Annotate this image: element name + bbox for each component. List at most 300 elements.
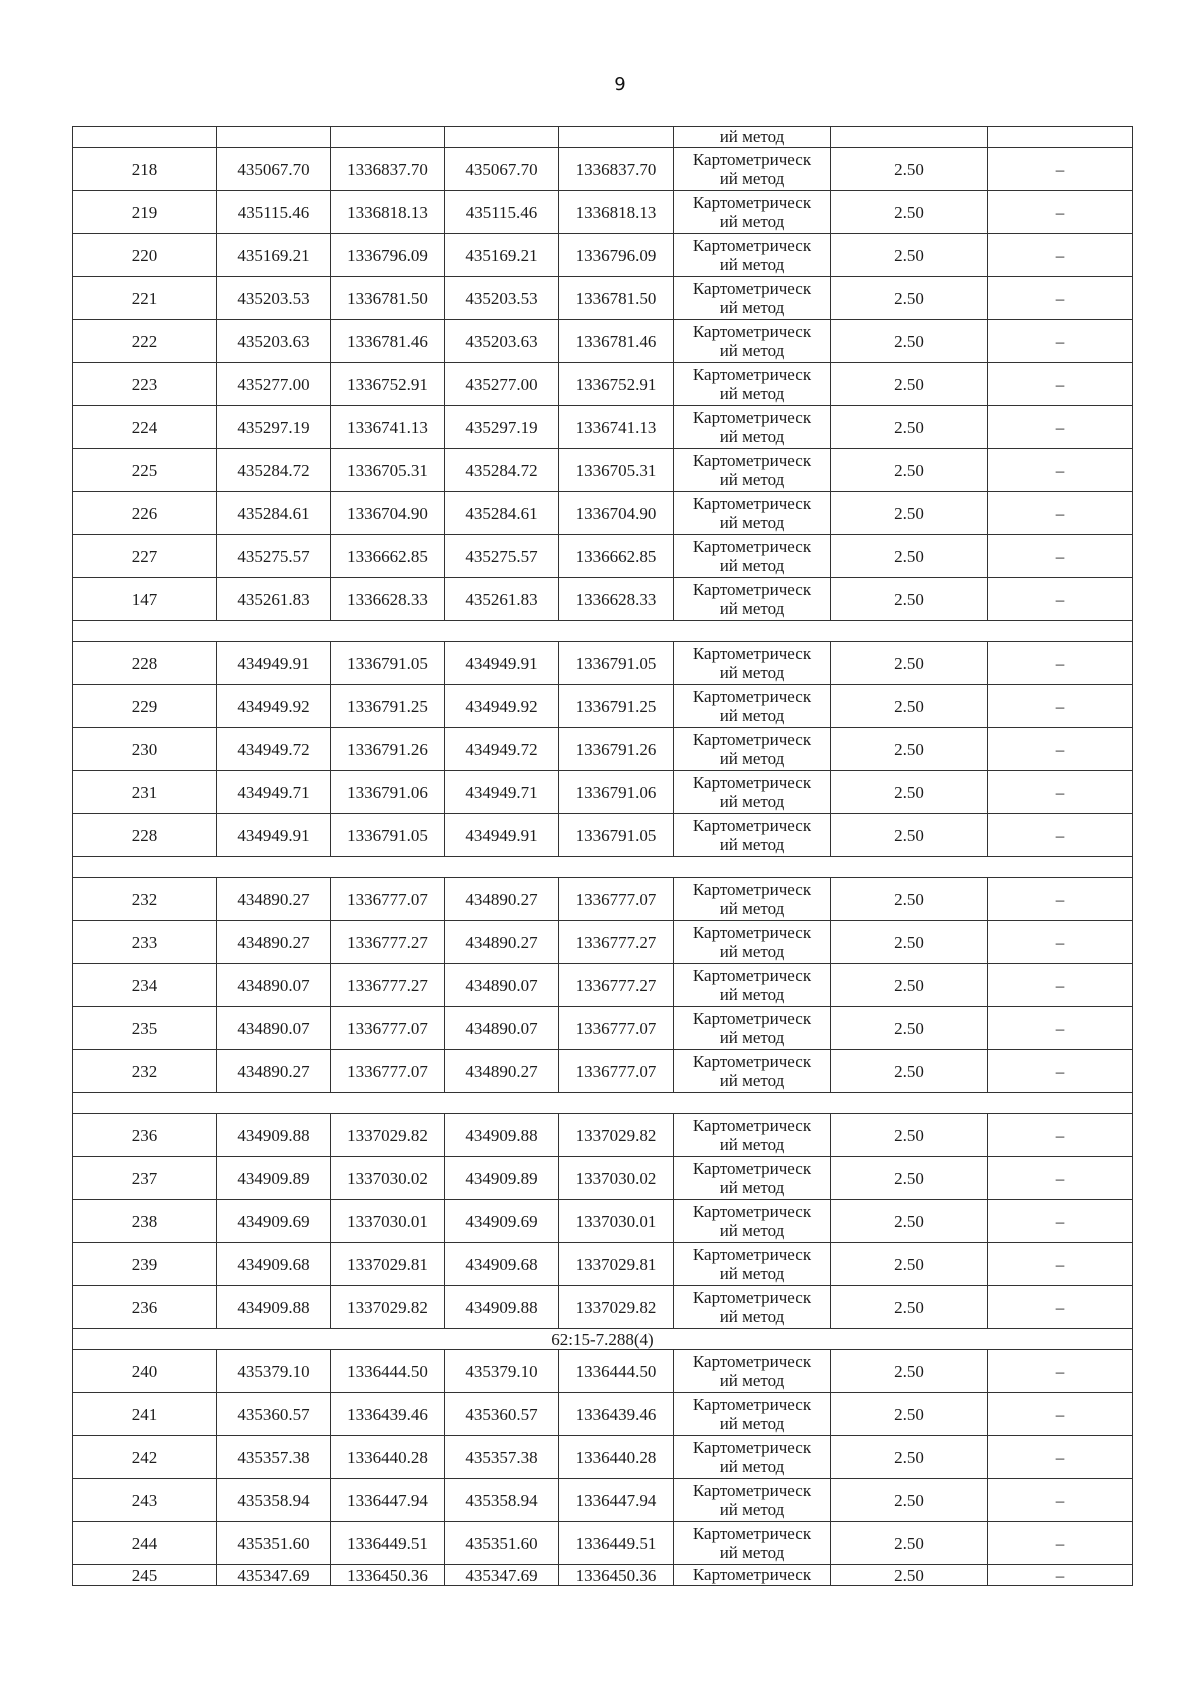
table-row: [73, 964, 1133, 1007]
accuracy: 2.50: [831, 363, 988, 406]
point-number: 240: [73, 1350, 217, 1393]
method-line-2: ий метод: [719, 792, 785, 811]
table-row: [73, 685, 1133, 728]
section-separator-row: [73, 1093, 1133, 1114]
method-cell: [674, 1007, 831, 1050]
x-new: 435347.69: [445, 1565, 559, 1586]
note: –: [988, 578, 1133, 621]
point-number: 232: [73, 878, 217, 921]
method-line-1: Картометрическ: [692, 150, 812, 169]
table-row: [73, 148, 1133, 191]
x-existing: 434909.69: [217, 1200, 331, 1243]
method-cell: [674, 320, 831, 363]
note: –: [988, 1350, 1133, 1393]
method-line-2: ий метод: [719, 427, 785, 446]
point-number: 222: [73, 320, 217, 363]
accuracy: 2.50: [831, 1286, 988, 1329]
point-number: 231: [73, 771, 217, 814]
accuracy: 2.50: [831, 492, 988, 535]
x-new: 435203.63: [445, 320, 559, 363]
x-existing: 434949.91: [217, 642, 331, 685]
method-line-2: ий метод: [719, 663, 785, 682]
accuracy: 2.50: [831, 1114, 988, 1157]
method-cell: [674, 578, 831, 621]
y-new: 1336628.33: [559, 578, 674, 621]
method-cell: [674, 1350, 831, 1393]
y-existing: 1336777.27: [331, 921, 445, 964]
note: –: [988, 1050, 1133, 1093]
method-line-2: ий метод: [719, 1264, 785, 1283]
accuracy: 2.50: [831, 771, 988, 814]
method-line-1: Картометрическ: [692, 1565, 812, 1584]
y-new: 1336741.13: [559, 406, 674, 449]
method-line-2: ий метод: [719, 513, 785, 532]
method-line-1: Картометрическ: [692, 1352, 812, 1371]
method-line-2: ий метод: [719, 1221, 785, 1240]
x-new: 434949.92: [445, 685, 559, 728]
x-new: 434949.72: [445, 728, 559, 771]
x-new: 435297.19: [445, 406, 559, 449]
table-row: [73, 1157, 1133, 1200]
x-new: 435284.72: [445, 449, 559, 492]
method-cell: [674, 1114, 831, 1157]
accuracy: 2.50: [831, 406, 988, 449]
accuracy: 2.50: [831, 685, 988, 728]
point-number: 232: [73, 1050, 217, 1093]
x-existing: 435347.69: [217, 1565, 331, 1586]
method-line-1: Картометрическ: [692, 537, 812, 556]
point-number: 219: [73, 191, 217, 234]
y-existing: 1336449.51: [331, 1522, 445, 1565]
method-cell: [674, 771, 831, 814]
y-existing: 1336440.28: [331, 1436, 445, 1479]
accuracy: 2.50: [831, 1436, 988, 1479]
method-line-2: ий метод: [719, 599, 785, 618]
y-existing: 1337030.01: [331, 1200, 445, 1243]
method-line-1: Картометрическ: [692, 1116, 812, 1135]
x-new: 435351.60: [445, 1522, 559, 1565]
x-existing: 435067.70: [217, 148, 331, 191]
x-existing: 435277.00: [217, 363, 331, 406]
y-new: 1336796.09: [559, 234, 674, 277]
method-line-1: Картометрическ: [692, 451, 812, 470]
point-number: 220: [73, 234, 217, 277]
point-number: 226: [73, 492, 217, 535]
method-cell: [674, 492, 831, 535]
method-line-1: Картометрическ: [692, 816, 812, 835]
table-row: [73, 1436, 1133, 1479]
y-existing: 1336791.05: [331, 814, 445, 857]
point-number: 239: [73, 1243, 217, 1286]
y-existing: 1336450.36: [331, 1565, 445, 1586]
note: –: [988, 535, 1133, 578]
y-new: 1336791.25: [559, 685, 674, 728]
method-line-2: ий метод: [719, 470, 785, 489]
accuracy: 2.50: [831, 1350, 988, 1393]
y-new: 1336791.05: [559, 642, 674, 685]
table-row: [73, 578, 1133, 621]
table-row: [73, 1286, 1133, 1329]
table-row: [73, 234, 1133, 277]
x-existing: 435203.53: [217, 277, 331, 320]
method-line-2: ий метод: [719, 298, 785, 317]
point-number: 235: [73, 1007, 217, 1050]
y-new: 1336781.50: [559, 277, 674, 320]
method-line-1: Картометрическ: [692, 1202, 812, 1221]
x-existing: 435358.94: [217, 1479, 331, 1522]
method-line-2: ий метод: [719, 1307, 785, 1326]
x-existing: 434949.72: [217, 728, 331, 771]
method-line-2: ий метод: [719, 1371, 785, 1390]
table-row: [73, 1050, 1133, 1093]
method-line-2: ий метод: [719, 1414, 785, 1433]
method-cell: [674, 1286, 831, 1329]
x-new: 435360.57: [445, 1393, 559, 1436]
y-existing: 1336781.50: [331, 277, 445, 320]
y-new: 1336704.90: [559, 492, 674, 535]
accuracy: 2.50: [831, 449, 988, 492]
x-new: 435357.38: [445, 1436, 559, 1479]
accuracy: 2.50: [831, 148, 988, 191]
y-existing: 1337029.82: [331, 1286, 445, 1329]
y-existing: 1336628.33: [331, 578, 445, 621]
y-new: 1337029.82: [559, 1114, 674, 1157]
point-number: 229: [73, 685, 217, 728]
point-number: 230: [73, 728, 217, 771]
x-new: 435261.83: [445, 578, 559, 621]
y-existing: 1336791.25: [331, 685, 445, 728]
y-new: 1336818.13: [559, 191, 674, 234]
method-line-1: Картометрическ: [692, 365, 812, 384]
point-number: 228: [73, 642, 217, 685]
accuracy: 2.50: [831, 1050, 988, 1093]
method-cell: [674, 878, 831, 921]
method-line-1: Картометрическ: [692, 1245, 812, 1264]
method-line-1: Картометрическ: [692, 1288, 812, 1307]
table-row: [73, 1243, 1133, 1286]
note: –: [988, 964, 1133, 1007]
empty-cell: [988, 127, 1133, 148]
method-cell: [674, 363, 831, 406]
accuracy: 2.50: [831, 234, 988, 277]
method-line-2: ий метод: [719, 169, 785, 188]
y-existing: 1337029.82: [331, 1114, 445, 1157]
x-existing: 435360.57: [217, 1393, 331, 1436]
method-cell: [674, 685, 831, 728]
table-body: [73, 127, 1133, 1586]
y-new: 1336450.36: [559, 1565, 674, 1586]
method-cell: [674, 1565, 831, 1586]
point-number: 238: [73, 1200, 217, 1243]
method-line-1: Картометрическ: [692, 1395, 812, 1414]
accuracy: 2.50: [831, 1479, 988, 1522]
accuracy: 2.50: [831, 728, 988, 771]
section-separator-row: [73, 857, 1133, 878]
x-new: 434909.68: [445, 1243, 559, 1286]
method-line-2: ий метод: [719, 255, 785, 274]
point-number: 237: [73, 1157, 217, 1200]
x-new: 434890.07: [445, 964, 559, 1007]
method-cell: [674, 728, 831, 771]
method-line-1: Картометрическ: [692, 1159, 812, 1178]
method-line-2: ий метод: [719, 942, 785, 961]
method-cell: [674, 449, 831, 492]
note: –: [988, 1157, 1133, 1200]
x-existing: 434890.07: [217, 1007, 331, 1050]
x-existing: 434949.91: [217, 814, 331, 857]
x-new: 435169.21: [445, 234, 559, 277]
note: –: [988, 492, 1133, 535]
table-row: [73, 1200, 1133, 1243]
method-cell: [674, 234, 831, 277]
table-row: [73, 728, 1133, 771]
y-new: 1337030.02: [559, 1157, 674, 1200]
section-label: [73, 857, 1133, 878]
method-cell: [674, 191, 831, 234]
y-new: 1336447.94: [559, 1479, 674, 1522]
accuracy: 2.50: [831, 1007, 988, 1050]
x-existing: 434909.88: [217, 1114, 331, 1157]
y-existing: 1336777.07: [331, 1007, 445, 1050]
note: –: [988, 320, 1133, 363]
method-line-2: ий метод: [719, 1028, 785, 1047]
x-existing: 434890.27: [217, 878, 331, 921]
method-line-1: Картометрическ: [692, 279, 812, 298]
method-line-1: Картометрическ: [692, 1052, 812, 1071]
method-cell: [674, 1200, 831, 1243]
table-row: [73, 406, 1133, 449]
method-line-1: Картометрическ: [692, 687, 812, 706]
method-cell: [674, 1479, 831, 1522]
y-existing: 1336791.05: [331, 642, 445, 685]
note: –: [988, 277, 1133, 320]
y-existing: 1336777.07: [331, 878, 445, 921]
note: –: [988, 1007, 1133, 1050]
section-label: [73, 1093, 1133, 1114]
accuracy: 2.50: [831, 1243, 988, 1286]
table-row: [73, 1522, 1133, 1565]
y-existing: 1336781.46: [331, 320, 445, 363]
x-existing: 435284.61: [217, 492, 331, 535]
method-line-1: Картометрическ: [692, 923, 812, 942]
x-new: 434909.88: [445, 1114, 559, 1157]
method-line-1: Картометрическ: [692, 1481, 812, 1500]
x-new: 435275.57: [445, 535, 559, 578]
empty-cell: [445, 127, 559, 148]
x-new: 435067.70: [445, 148, 559, 191]
note: –: [988, 449, 1133, 492]
method-line-2: ий метод: [719, 556, 785, 575]
table-row: [73, 878, 1133, 921]
accuracy: 2.50: [831, 814, 988, 857]
x-new: 434890.27: [445, 1050, 559, 1093]
x-new: 434949.71: [445, 771, 559, 814]
x-existing: 434909.68: [217, 1243, 331, 1286]
method-line-1: Картометрическ: [692, 966, 812, 985]
x-existing: 435297.19: [217, 406, 331, 449]
note: –: [988, 1436, 1133, 1479]
x-existing: 435379.10: [217, 1350, 331, 1393]
point-number: 233: [73, 921, 217, 964]
table-row: [73, 1007, 1133, 1050]
y-new: 1336837.70: [559, 148, 674, 191]
method-cell: [674, 1522, 831, 1565]
note: –: [988, 685, 1133, 728]
point-number: 241: [73, 1393, 217, 1436]
note: –: [988, 1114, 1133, 1157]
continued-row: [73, 127, 1133, 148]
y-existing: 1337029.81: [331, 1243, 445, 1286]
method-line-1: Картометрическ: [692, 494, 812, 513]
method-cell: [674, 642, 831, 685]
method-line-1: Картометрическ: [692, 236, 812, 255]
accuracy: 2.50: [831, 320, 988, 363]
method-line-2: ий метод: [719, 1543, 785, 1562]
table-row: [73, 363, 1133, 406]
note: –: [988, 1243, 1133, 1286]
table-row: [73, 277, 1133, 320]
accuracy: 2.50: [831, 1393, 988, 1436]
table-row: [73, 1565, 1133, 1586]
x-new: 434949.91: [445, 642, 559, 685]
y-new: 1336449.51: [559, 1522, 674, 1565]
y-existing: 1336662.85: [331, 535, 445, 578]
method-line-1: Картометрическ: [692, 322, 812, 341]
x-new: 435115.46: [445, 191, 559, 234]
empty-cell: [559, 127, 674, 148]
y-new: 1336444.50: [559, 1350, 674, 1393]
y-new: 1336777.07: [559, 1050, 674, 1093]
y-new: 1336439.46: [559, 1393, 674, 1436]
y-existing: 1336444.50: [331, 1350, 445, 1393]
note: –: [988, 921, 1133, 964]
accuracy: 2.50: [831, 277, 988, 320]
y-existing: 1336818.13: [331, 191, 445, 234]
method-line-1: Картометрическ: [692, 1009, 812, 1028]
empty-cell: [217, 127, 331, 148]
table-row: [73, 320, 1133, 363]
x-new: 434949.91: [445, 814, 559, 857]
point-number: 245: [73, 1565, 217, 1586]
method-cell: [674, 535, 831, 578]
x-new: 435203.53: [445, 277, 559, 320]
note: –: [988, 1479, 1133, 1522]
table-row: [73, 1479, 1133, 1522]
accuracy: 2.50: [831, 921, 988, 964]
y-existing: 1336447.94: [331, 1479, 445, 1522]
y-existing: 1336741.13: [331, 406, 445, 449]
method-line-1: Картометрическ: [692, 408, 812, 427]
method-line-1: Картометрическ: [692, 644, 812, 663]
table-row: [73, 191, 1133, 234]
method-line-1: ий метод: [719, 127, 785, 146]
method-line-2: ий метод: [719, 384, 785, 403]
point-number: 228: [73, 814, 217, 857]
method-line-1: Картометрическ: [692, 1438, 812, 1457]
x-new: 434909.89: [445, 1157, 559, 1200]
table-row: [73, 492, 1133, 535]
accuracy: 2.50: [831, 191, 988, 234]
accuracy: 2.50: [831, 1565, 988, 1586]
x-new: 434909.88: [445, 1286, 559, 1329]
note: –: [988, 878, 1133, 921]
point-number: 243: [73, 1479, 217, 1522]
method-line-2: ий метод: [719, 1178, 785, 1197]
method-line-1: Картометрическ: [692, 773, 812, 792]
note: –: [988, 1286, 1133, 1329]
x-existing: 435169.21: [217, 234, 331, 277]
x-existing: 434949.71: [217, 771, 331, 814]
y-new: 1336705.31: [559, 449, 674, 492]
method-cell: [674, 1436, 831, 1479]
y-existing: 1336705.31: [331, 449, 445, 492]
y-existing: 1336791.06: [331, 771, 445, 814]
method-line-1: Картометрическ: [692, 880, 812, 899]
section-separator-row: [73, 1329, 1133, 1350]
note: –: [988, 1522, 1133, 1565]
y-new: 1336440.28: [559, 1436, 674, 1479]
method-cell: [674, 406, 831, 449]
y-existing: 1336777.27: [331, 964, 445, 1007]
point-number: 225: [73, 449, 217, 492]
y-existing: 1336777.07: [331, 1050, 445, 1093]
point-number: 236: [73, 1286, 217, 1329]
x-new: 434909.69: [445, 1200, 559, 1243]
point-number: 236: [73, 1114, 217, 1157]
accuracy: 2.50: [831, 578, 988, 621]
table-row: [73, 921, 1133, 964]
note: –: [988, 728, 1133, 771]
y-existing: 1336704.90: [331, 492, 445, 535]
x-existing: 434890.07: [217, 964, 331, 1007]
y-new: 1336781.46: [559, 320, 674, 363]
coordinates-table: [72, 126, 1133, 1586]
y-existing: 1336752.91: [331, 363, 445, 406]
x-existing: 434909.88: [217, 1286, 331, 1329]
method-line-2: ий метод: [719, 1500, 785, 1519]
table-row: [73, 449, 1133, 492]
method-cell: [674, 148, 831, 191]
table-row: [73, 771, 1133, 814]
table-row: [73, 535, 1133, 578]
accuracy: 2.50: [831, 642, 988, 685]
y-new: 1336791.05: [559, 814, 674, 857]
note: –: [988, 191, 1133, 234]
x-new: 434890.27: [445, 921, 559, 964]
x-new: 435284.61: [445, 492, 559, 535]
note: –: [988, 363, 1133, 406]
x-new: 434890.07: [445, 1007, 559, 1050]
method-line-1: Картометрическ: [692, 730, 812, 749]
table-row: [73, 1114, 1133, 1157]
table-row: [73, 1350, 1133, 1393]
method-cell: [674, 1050, 831, 1093]
x-existing: 435261.83: [217, 578, 331, 621]
accuracy: 2.50: [831, 1157, 988, 1200]
x-existing: 435357.38: [217, 1436, 331, 1479]
method-line-1: Картометрическ: [692, 580, 812, 599]
y-existing: 1336837.70: [331, 148, 445, 191]
accuracy: 2.50: [831, 964, 988, 1007]
method-cell: [674, 964, 831, 1007]
section-label: [73, 621, 1133, 642]
y-new: 1336752.91: [559, 363, 674, 406]
accuracy: 2.50: [831, 878, 988, 921]
method-line-2: ий метод: [719, 985, 785, 1004]
note: –: [988, 642, 1133, 685]
point-number: 234: [73, 964, 217, 1007]
x-existing: 435203.63: [217, 320, 331, 363]
